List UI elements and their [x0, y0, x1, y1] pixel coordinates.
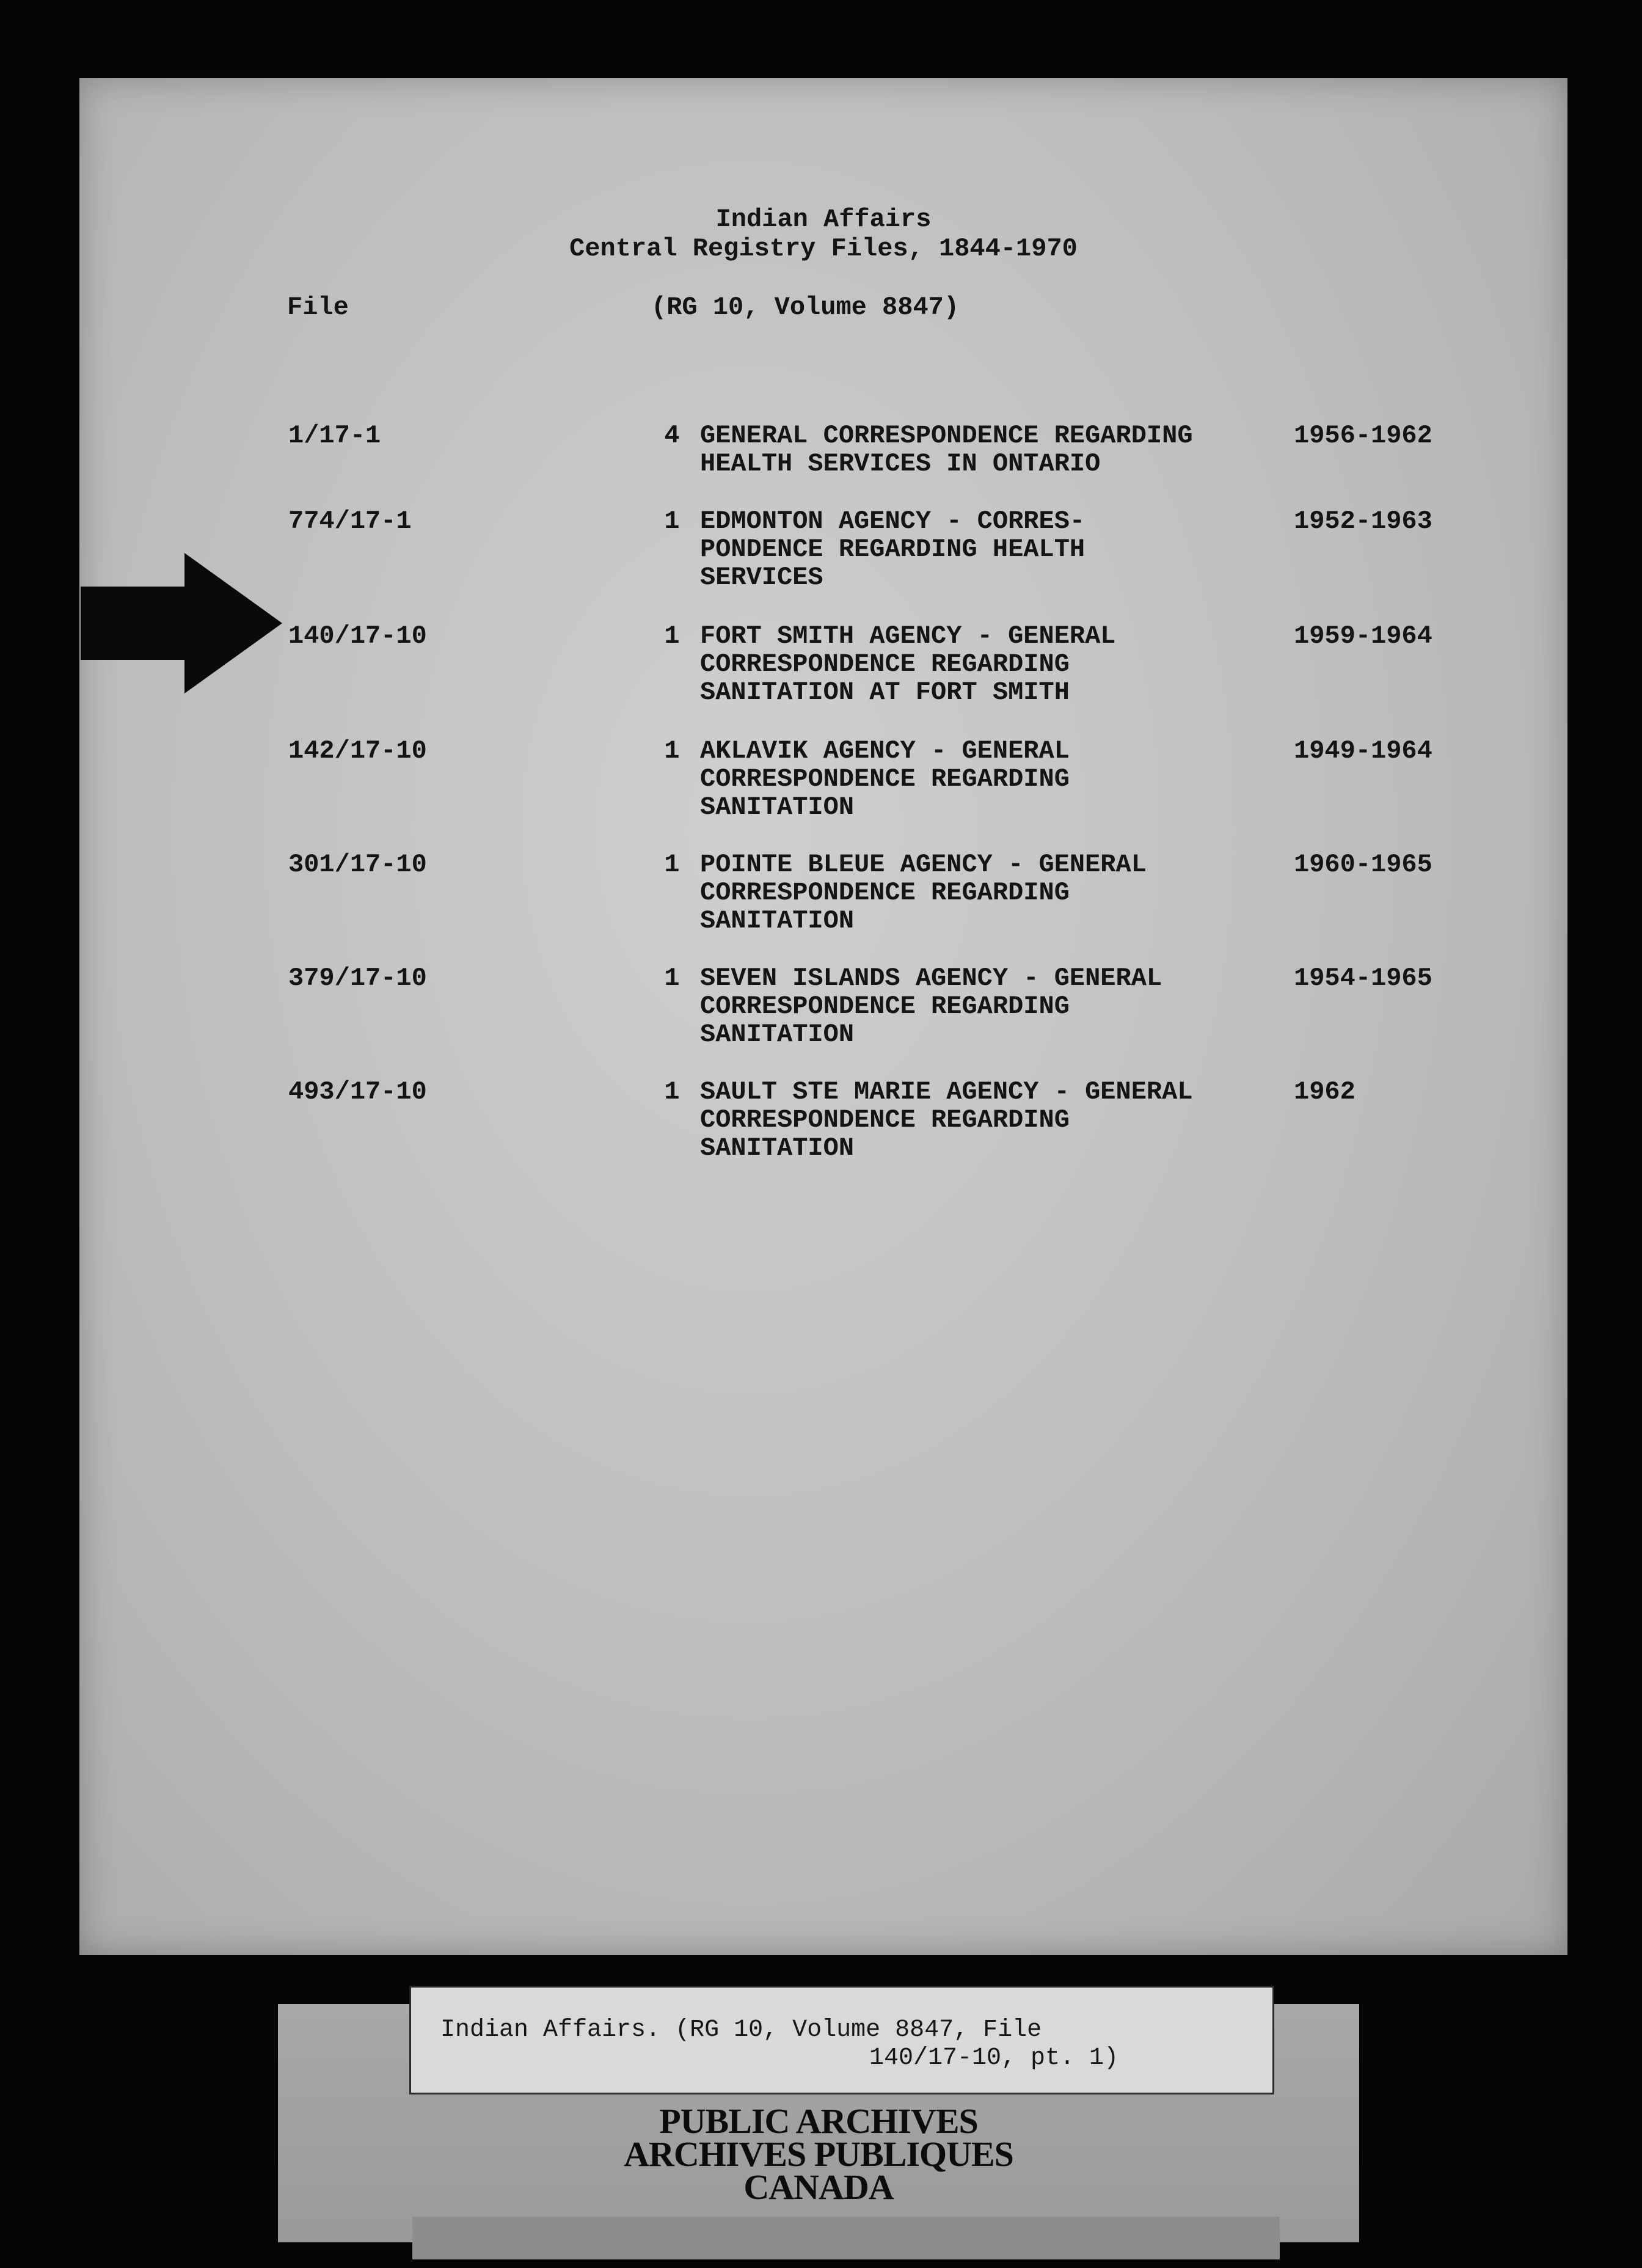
entry-file-number: 379/17-10 — [288, 964, 427, 993]
entry-description-line: HEALTH SERVICES IN ONTARIO — [700, 449, 1101, 478]
entry-description-line: SANITATION — [700, 1020, 855, 1049]
pointer-arrow-icon — [81, 553, 282, 693]
entry-date-range: 1956-1962 — [1294, 421, 1432, 450]
file-column-heading: File — [287, 293, 349, 322]
entry-description-line: FORT SMITH AGENCY - GENERAL — [700, 621, 1116, 651]
entry-description-line: SANITATION AT FORT SMITH — [700, 678, 1070, 707]
entry-description-line: SAULT STE MARIE AGENCY - GENERAL — [700, 1077, 1193, 1107]
entry-volume-count: 1 — [664, 621, 680, 651]
archive-label-line2: 140/17-10, pt. 1) — [869, 2044, 1119, 2072]
entry-file-number: 142/17-10 — [288, 736, 427, 766]
entry-description-line: PONDENCE REGARDING HEALTH — [700, 535, 1086, 564]
entry-description-line: SEVEN ISLANDS AGENCY - GENERAL — [700, 964, 1162, 993]
entry-volume-count: 1 — [664, 736, 680, 766]
entry-volume-count: 1 — [664, 1077, 680, 1107]
entry-description-line: SANITATION — [700, 906, 855, 935]
mount-bottom-strip — [412, 2217, 1280, 2259]
header-subtitle: Central Registry Files, 1844-1970 — [569, 234, 1078, 263]
entry-volume-count: 1 — [664, 507, 680, 536]
entry-volume-count: 1 — [664, 850, 680, 879]
entry-description-line: AKLAVIK AGENCY - GENERAL — [700, 736, 1070, 766]
entry-volume-count: 4 — [664, 421, 680, 450]
header-title: Indian Affairs — [715, 205, 932, 234]
entry-file-number: 140/17-10 — [288, 621, 427, 651]
entry-description-line: POINTE BLEUE AGENCY - GENERAL — [700, 850, 1147, 879]
stamp-line-public-archives: PUBLIC ARCHIVES — [659, 2101, 978, 2141]
entry-description-line: CORRESPONDENCE REGARDING — [700, 878, 1070, 907]
stamp-line-archives-publiques: ARCHIVES PUBLIQUES — [624, 2134, 1013, 2174]
archive-label — [409, 1986, 1274, 2094]
entry-description-line: SANITATION — [700, 792, 855, 822]
entry-description-line: SERVICES — [700, 563, 823, 592]
entry-description-line: CORRESPONDENCE REGARDING — [700, 649, 1070, 679]
entry-description-line: SANITATION — [700, 1133, 855, 1163]
entry-date-range: 1954-1965 — [1294, 964, 1432, 993]
archive-label-line1: Indian Affairs. (RG 10, Volume 8847, File — [440, 2016, 1042, 2044]
document-page — [79, 78, 1567, 1955]
entry-date-range: 1952-1963 — [1294, 507, 1432, 536]
entry-date-range: 1960-1965 — [1294, 850, 1432, 879]
entry-file-number: 301/17-10 — [288, 850, 427, 879]
entry-volume-count: 1 — [664, 964, 680, 993]
entry-description-line: GENERAL CORRESPONDENCE REGARDING — [700, 421, 1193, 450]
entry-date-range: 1962 — [1294, 1077, 1356, 1107]
entry-date-range: 1949-1964 — [1294, 736, 1432, 766]
entry-date-range: 1959-1964 — [1294, 621, 1432, 651]
stamp-line-canada: CANADA — [743, 2167, 894, 2207]
entry-file-number: 774/17-1 — [288, 507, 412, 536]
entry-file-number: 493/17-10 — [288, 1077, 427, 1107]
entry-description-line: EDMONTON AGENCY - CORRES- — [700, 507, 1086, 536]
entry-description-line: CORRESPONDENCE REGARDING — [700, 1105, 1070, 1135]
entry-description-line: CORRESPONDENCE REGARDING — [700, 764, 1070, 794]
entry-description-line: CORRESPONDENCE REGARDING — [700, 992, 1070, 1021]
entry-file-number: 1/17-1 — [288, 421, 381, 450]
volume-reference: (RG 10, Volume 8847) — [651, 293, 960, 322]
